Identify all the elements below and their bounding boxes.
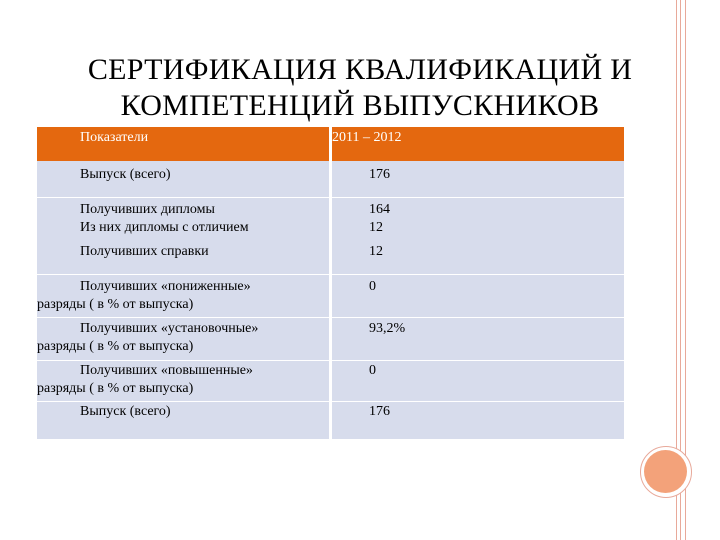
header-cell-indicator bbox=[37, 127, 329, 161]
certification-table bbox=[37, 127, 624, 439]
row-value: 12 bbox=[369, 244, 383, 259]
header-cell-period bbox=[332, 127, 624, 161]
decor-circle-inner bbox=[644, 450, 687, 493]
row-label: Получивших «пониженные» bbox=[80, 279, 251, 294]
row-label: Получивших «повышенные» bbox=[80, 363, 253, 378]
header-period-label: 2011 – 2012 bbox=[332, 130, 402, 145]
table-row bbox=[37, 361, 624, 401]
table-row bbox=[37, 402, 624, 439]
row-value: 12 bbox=[369, 220, 383, 235]
row-label: Получивших справки bbox=[80, 244, 209, 259]
table-header-row bbox=[37, 127, 624, 161]
row-label: Выпуск (всего) bbox=[80, 404, 171, 419]
row-value: 0 bbox=[369, 363, 376, 378]
row-label: Получивших дипломы bbox=[80, 202, 215, 217]
row-value: 164 bbox=[369, 202, 390, 217]
row-label: Получивших «установочные» bbox=[80, 321, 259, 336]
table-row bbox=[37, 198, 624, 274]
slide-title-line-2: КОМПЕТЕНЦИЙ ВЫПУСКНИКОВ bbox=[120, 89, 600, 122]
row-label: Из них дипломы с отличием bbox=[80, 220, 249, 235]
row-label: разряды ( в % от выпуска) bbox=[37, 381, 194, 396]
slide-title bbox=[20, 52, 700, 124]
table-row bbox=[37, 275, 624, 317]
row-value: 176 bbox=[369, 167, 390, 182]
row-value: 176 bbox=[369, 404, 390, 419]
slide-title-line-1: СЕРТИФИКАЦИЯ КВАЛИФИКАЦИЙ И bbox=[87, 53, 633, 86]
row-value: 93,2% bbox=[369, 321, 406, 336]
row-label: разряды ( в % от выпуска) bbox=[37, 297, 194, 312]
header-indicator-label: Показатели bbox=[80, 130, 149, 145]
row-value: 0 bbox=[369, 279, 376, 294]
table-row bbox=[37, 318, 624, 360]
row-label: разряды ( в % от выпуска) bbox=[37, 339, 194, 354]
row-label: Выпуск (всего) bbox=[80, 167, 171, 182]
table-row bbox=[37, 161, 624, 197]
